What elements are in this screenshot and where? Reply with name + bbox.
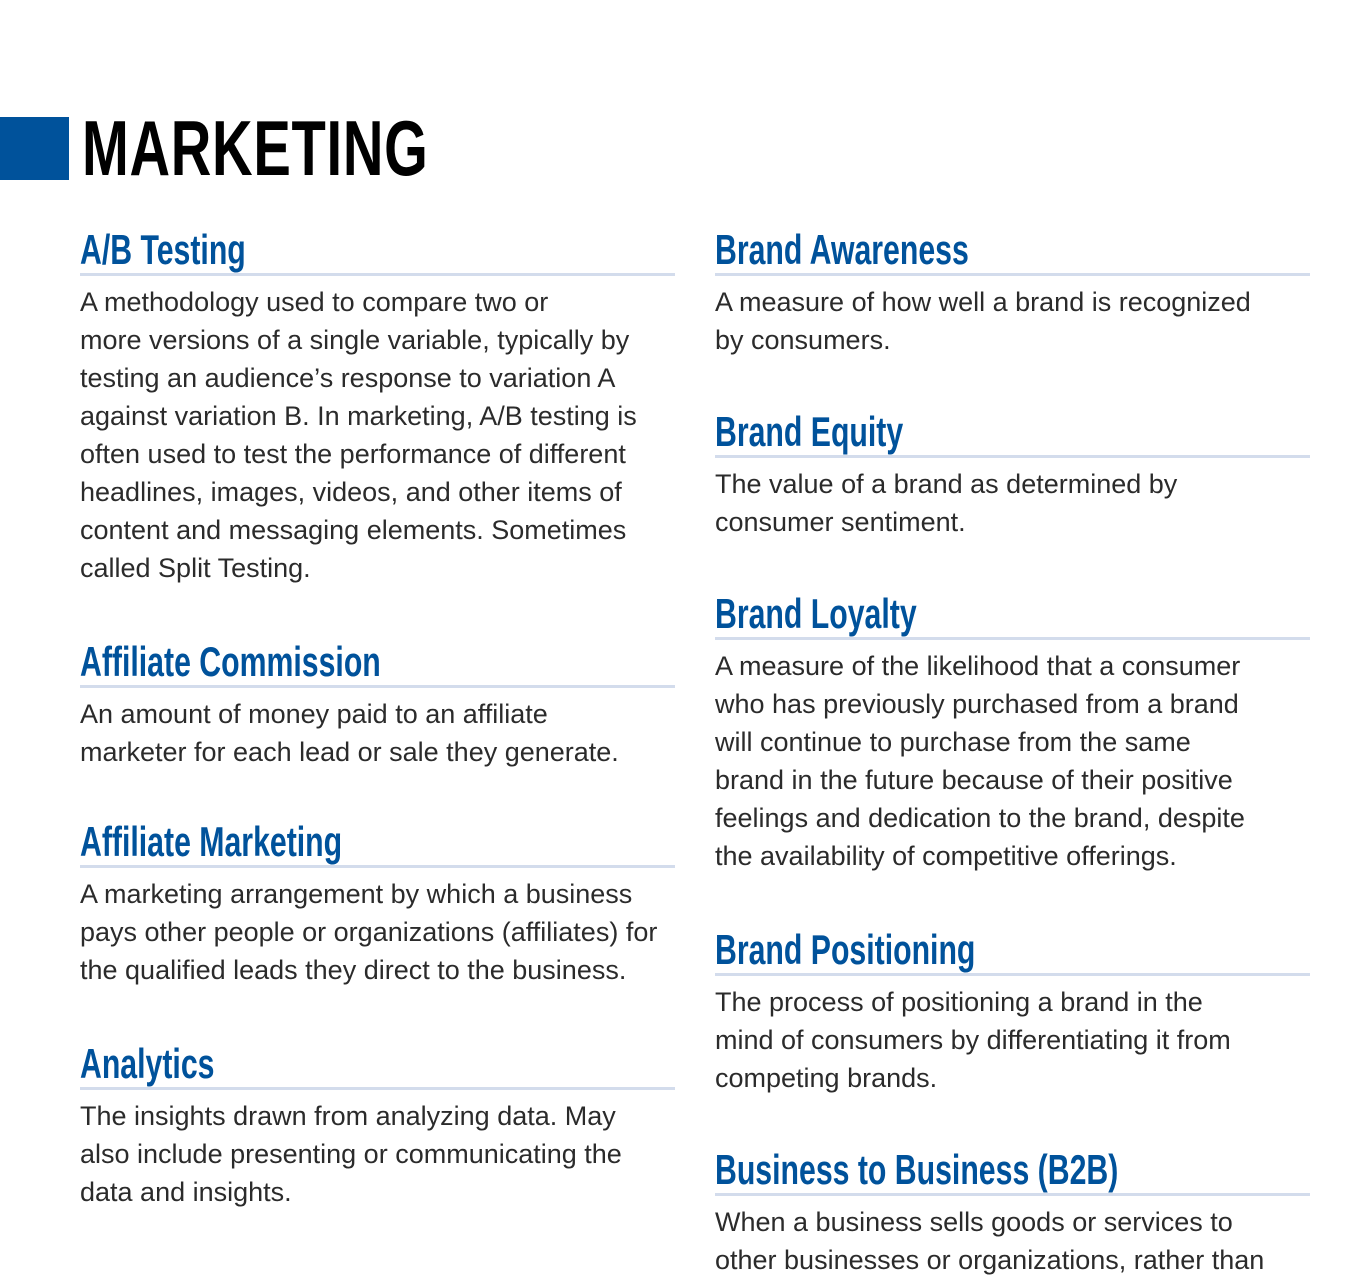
definition-line: will continue to purchase from the same <box>715 727 1191 757</box>
glossary-entry <box>715 928 1310 1097</box>
definition-line: A measure of the likelihood that a consumer <box>715 651 1241 681</box>
glossary-entry <box>715 1148 1310 1279</box>
glossary-definition <box>80 875 675 989</box>
glossary-entry <box>715 228 1310 359</box>
definition-line: feelings and dedication to the brand, despite <box>715 803 1245 833</box>
definition-line: called Split Testing. <box>80 553 311 583</box>
term-divider <box>80 865 675 868</box>
definition-line: A measure of how well a brand is recognized <box>715 287 1251 317</box>
section-accent-block <box>0 117 69 180</box>
definition-line: consumer sentiment. <box>715 507 966 537</box>
glossary-entry <box>80 228 675 587</box>
definition-line: The insights drawn from analyzing data. May <box>80 1101 616 1131</box>
glossary-term: Affiliate Commission <box>80 638 381 685</box>
glossary-entry <box>80 640 675 771</box>
definition-line: more versions of a single variable, typically by <box>80 325 630 355</box>
glossary-entry <box>715 592 1310 875</box>
term-divider <box>715 1193 1310 1196</box>
section-title: MARKETING <box>82 104 429 192</box>
definition-line: The process of positioning a brand in the <box>715 987 1203 1017</box>
definition-line: mind of consumers by differentiating it from <box>715 1025 1231 1055</box>
glossary-term: Brand Equity <box>715 408 904 455</box>
definition-line: A methodology used to compare two or <box>80 287 549 317</box>
definition-line: the availability of competitive offerings. <box>715 841 1177 871</box>
definition-line: often used to test the performance of different <box>80 439 626 469</box>
term-divider <box>715 455 1310 458</box>
glossary-term: Brand Awareness <box>715 226 969 273</box>
definition-line: pays other people or organizations (affiliates) for <box>80 917 658 947</box>
definition-line: the qualified leads they direct to the business. <box>80 955 627 985</box>
glossary-term: A/B Testing <box>80 226 246 273</box>
glossary-definition <box>80 695 675 771</box>
term-divider <box>80 1087 675 1090</box>
definition-line: testing an audience’s response to variation A <box>80 363 616 393</box>
definition-line: The value of a brand as determined by <box>715 469 1178 499</box>
definition-line: data and insights. <box>80 1177 292 1207</box>
definition-line: When a business sells goods or services to <box>715 1207 1233 1237</box>
glossary-term: Business to Business (B2B) <box>715 1146 1119 1193</box>
glossary-term: Affiliate Marketing <box>80 818 343 865</box>
glossary-definition <box>715 465 1310 541</box>
term-divider <box>80 273 675 276</box>
definition-line: also include presenting or communicating the <box>80 1139 622 1169</box>
glossary-term: Brand Loyalty <box>715 590 917 637</box>
definition-line: other businesses or organizations, rather than <box>715 1245 1265 1275</box>
definition-line: A marketing arrangement by which a business <box>80 879 633 909</box>
definition-line: content and messaging elements. Sometimes <box>80 515 627 545</box>
glossary-term: Analytics <box>80 1040 215 1087</box>
definition-line: by consumers. <box>715 325 891 355</box>
glossary-entry <box>80 820 675 989</box>
definition-line: An amount of money paid to an affiliate <box>80 699 548 729</box>
glossary-definition <box>715 283 1310 359</box>
glossary-entry <box>80 1042 675 1211</box>
glossary-definition <box>715 1203 1310 1279</box>
glossary-definition <box>80 283 675 587</box>
term-divider <box>80 685 675 688</box>
term-divider <box>715 273 1310 276</box>
term-divider <box>715 637 1310 640</box>
definition-line: against variation B. In marketing, A/B testing is <box>80 401 637 431</box>
glossary-term: Brand Positioning <box>715 926 976 973</box>
definition-line: brand in the future because of their positive <box>715 765 1233 795</box>
definition-line: who has previously purchased from a brand <box>715 689 1239 719</box>
definition-line: headlines, images, videos, and other items of <box>80 477 622 507</box>
glossary-entry <box>715 410 1310 541</box>
glossary-definition <box>715 647 1310 875</box>
glossary-definition <box>715 983 1310 1097</box>
glossary-definition <box>80 1097 675 1211</box>
definition-line: competing brands. <box>715 1063 938 1093</box>
definition-line: marketer for each lead or sale they generate. <box>80 737 619 767</box>
term-divider <box>715 973 1310 976</box>
